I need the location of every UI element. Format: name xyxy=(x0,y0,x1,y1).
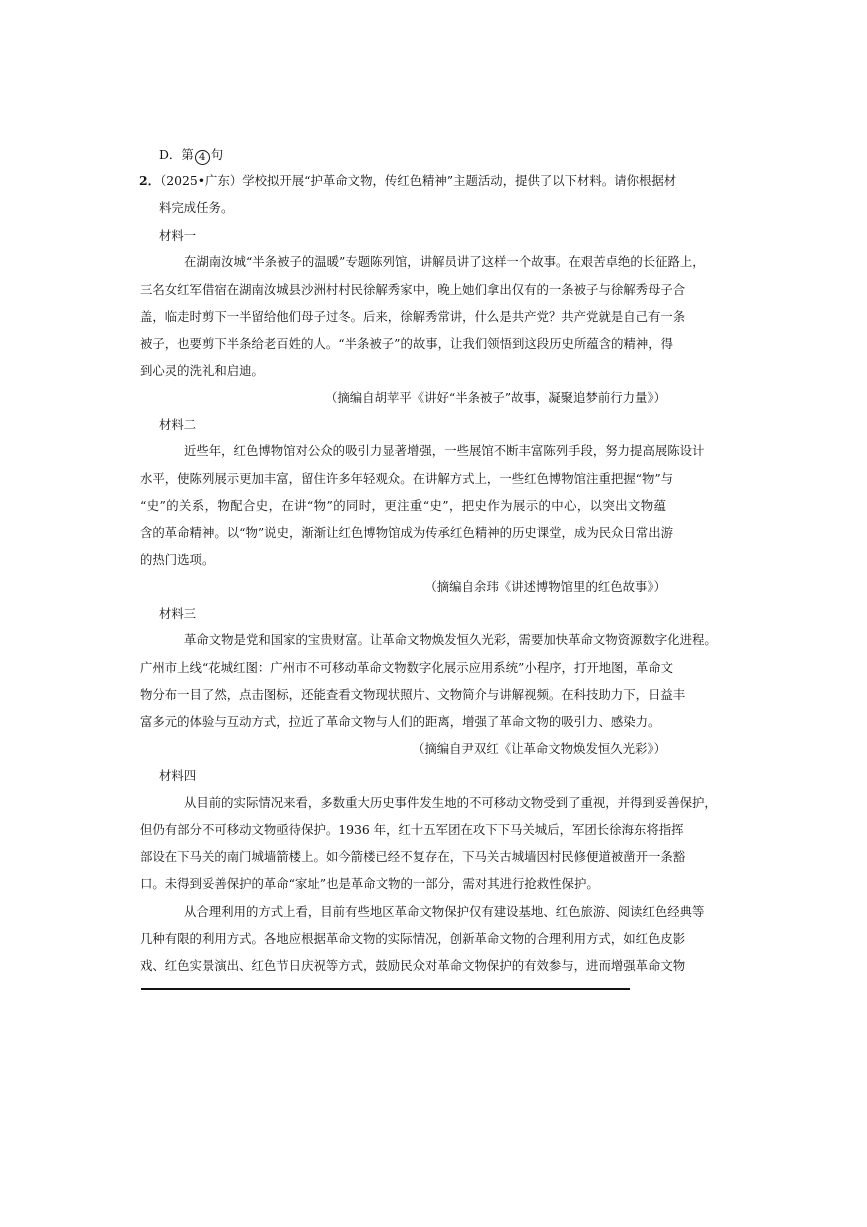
material-4-line-1: 从目前的实际情况来看，多数重大历史事件发生地的不可移动文物受到了重视，并得到妥善保护， xyxy=(184,795,717,810)
material-1-line-5: 到心灵的洗礼和启迪。 xyxy=(140,363,264,378)
question-number: 2． xyxy=(139,173,161,188)
material-3-line-2: 广州市上线“花城红图：广州市不可移动革命文物数字化展示应用系统”小程序，打开地图，革命文 xyxy=(140,660,674,675)
material-4-title: 材料四 xyxy=(159,768,197,783)
question-text-1: （2025•广东）学校拟开展“护革命文物，传红色精神”主题活动，提供了以下材料。请你根据材 xyxy=(160,173,677,188)
material-3-line-1: 革命文物是党和国家的宝贵财富。让革命文物焕发恒久光彩，需要加快革命文物资源数字化进程。 xyxy=(184,632,717,647)
material-1-line-3: 盖，临走时剪下一半留给他们母子过冬。后来，徐解秀常讲，什么是共产党？共产党就是自己有一条 xyxy=(140,309,686,324)
material-4-line-5: 从合理利用的方式上看，目前有些地区革命文物保护仅有建设基地、红色旅游、阅读红色经典等 xyxy=(184,904,705,919)
material-2-line-4: 含的革命精神。以“物”说史，渐渐让红色博物馆成为传承红色精神的历史课堂，成为民众日常出游 xyxy=(140,525,674,540)
footer-rule xyxy=(141,988,630,990)
material-2-line-3: “史”的关系，物配合史，在讲“物”的同时，更注重“史”，把史作为展示的中心，以突出文物蕴 xyxy=(140,498,666,513)
circled-number: 4 xyxy=(195,150,210,165)
material-2-title: 材料二 xyxy=(159,417,197,432)
material-2-line-1: 近些年，红色博物馆对公众的吸引力显著增强，一些展馆不断丰富陈列手段，努力提高展陈设计 xyxy=(184,443,705,458)
material-4-line-4: 口。未得到妥善保护的革命“家址”也是革命文物的一部分，需对其进行抢救性保护。 xyxy=(140,876,599,891)
material-1-source: （摘编自胡苹平《讲好“半条被子”故事，凝聚追梦前行力量》） xyxy=(324,390,666,405)
question-line-2: 料完成任务。 xyxy=(159,200,234,215)
option-d xyxy=(159,147,223,165)
material-3-line-3: 物分布一目了然，点击图标，还能查看文物现状照片、文物简介与讲解视频。在科技助力下，日益丰 xyxy=(140,687,686,702)
material-2-line-2: 水平，使陈列展示更加丰富，留住许多年轻观众。在讲解方式上，一些红色博物馆注重把握“物”与 xyxy=(140,471,674,486)
material-4-line-3: 部设在下马关的南门城墙箭楼上。如今箭楼已经不复存在，下马关古城墙因村民修便道被凿开一条豁 xyxy=(140,849,686,864)
material-3-title: 材料三 xyxy=(159,606,197,621)
material-3-line-4: 富多元的体验与互动方式，拉近了革命文物与人们的距离，增强了革命文物的吸引力、感染力。 xyxy=(140,714,661,729)
material-1-line-1: 在湖南汝城“半条被子的温暖”专题陈列馆，讲解员讲了这样一个故事。在艰苦卓绝的长征路上， xyxy=(184,254,705,269)
option-d-tail: 句 xyxy=(210,147,224,162)
question-line-1 xyxy=(139,173,677,189)
material-4-line-6: 几种有限的利用方式。各地应根据革命文物的实际情况，创新革命文物的合理利用方式，如红色皮影 xyxy=(140,931,686,946)
material-2-source: （摘编自余玮《讲述博物馆里的红色故事》） xyxy=(424,579,666,594)
material-4-line-7: 戏、红色实景演出、红色节日庆祝等方式，鼓励民众对革命文物保护的有效参与，进而增强革命文物 xyxy=(140,958,686,973)
material-4-line-2: 但仍有部分不可移动文物亟待保护。1936 年，红十五军团在攻下下马关城后，军团长徐海东将指挥 xyxy=(140,822,684,837)
option-d-label: D．第 xyxy=(159,147,194,162)
material-1-line-4: 被子，也要剪下半条给老百姓的人。“半条被子”的故事，让我们领悟到这段历史所蕴含的精神，得 xyxy=(140,336,674,351)
material-3-source: （摘编自尹双红《让革命文物焕发恒久光彩》） xyxy=(411,741,666,756)
material-1-line-2: 三名女红军借宿在湖南汝城县沙洲村村民徐解秀家中，晚上她们拿出仅有的一条被子与徐解秀母子合 xyxy=(140,282,686,297)
material-2-line-5: 的热门选项。 xyxy=(140,552,215,567)
material-1-title: 材料一 xyxy=(159,228,197,243)
